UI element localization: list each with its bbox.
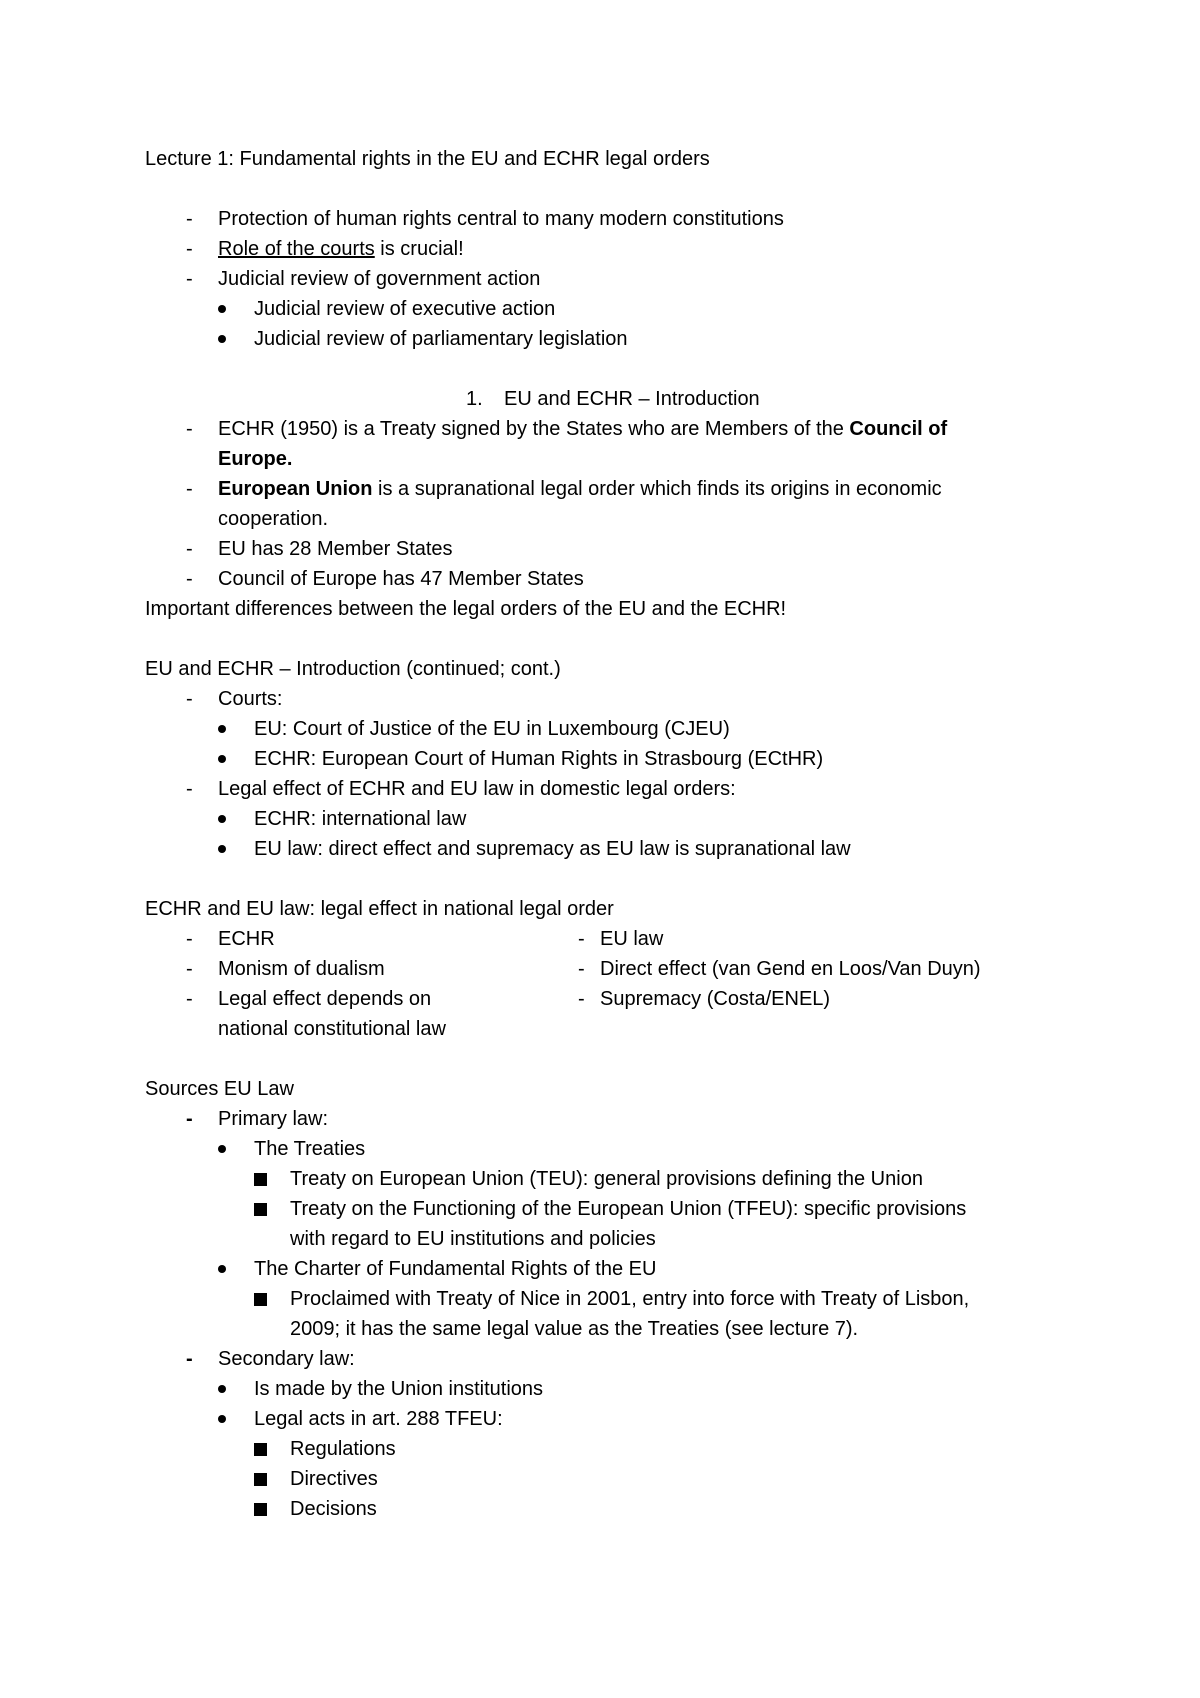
- list-dash: -: [186, 958, 193, 980]
- right-column-item: Direct effect (van Gend en Loos/Van Duyn): [600, 958, 981, 980]
- bullet-icon: [218, 1265, 226, 1273]
- list-dash: -: [186, 418, 193, 440]
- list-dash: -: [186, 268, 193, 290]
- left-column-item: Monism of dualism: [218, 958, 385, 980]
- bullet-icon: [218, 1145, 226, 1153]
- list-item: [218, 476, 942, 502]
- section-heading: EU and ECHR – Introduction (continued; cont.): [145, 658, 561, 680]
- list-item: Judicial review of parliamentary legislation: [254, 328, 628, 350]
- list-dash: -: [186, 568, 193, 590]
- bullet-icon: [218, 815, 226, 823]
- list-dash: -: [186, 988, 193, 1010]
- list-item: [218, 236, 464, 262]
- eu-text: is a supranational legal order which finds its origins in economic: [372, 478, 942, 500]
- echr-text: ECHR (1950) is a Treaty signed by the States who are Members of the: [218, 418, 850, 440]
- page-title: Lecture 1: Fundamental rights in the EU and ECHR legal orders: [145, 148, 710, 170]
- list-item: Council of Europe has 47 Member States: [218, 568, 584, 590]
- underlined-text: Role of the courts: [218, 238, 375, 260]
- square-bullet-icon: [254, 1173, 267, 1186]
- list-dash: -: [186, 538, 193, 560]
- note-text: Important differences between the legal orders of the EU and the ECHR!: [145, 598, 787, 620]
- list-item: Decisions: [290, 1498, 377, 1520]
- right-column-item: EU law: [600, 928, 664, 950]
- list-dash: -: [578, 928, 585, 950]
- list-item: ECHR: European Court of Human Rights in Strasbourg (ECtHR): [254, 748, 824, 770]
- list-item: Regulations: [290, 1438, 396, 1460]
- list-item: Courts:: [218, 688, 283, 710]
- list-item: EU has 28 Member States: [218, 538, 453, 560]
- list-item: Legal effect of ECHR and EU law in domestic legal orders:: [218, 778, 736, 800]
- section-heading: EU and ECHR – Introduction: [504, 388, 760, 410]
- left-column-item: Legal effect depends on: [218, 988, 432, 1010]
- list-dash: -: [186, 238, 193, 260]
- list-item-rest: is crucial!: [374, 238, 464, 260]
- list-item: EU law: direct effect and supremacy as EU law is supranational law: [254, 838, 851, 860]
- left-column-item: national constitutional law: [218, 1018, 446, 1040]
- list-item: Treaty on the Functioning of the European Union (TFEU): specific provisions: [290, 1198, 967, 1220]
- list-dash: -: [186, 778, 193, 800]
- list-item: ECHR: international law: [254, 808, 467, 830]
- section-heading: Sources EU Law: [145, 1078, 294, 1100]
- bullet-icon: [218, 1415, 226, 1423]
- bullet-icon: [218, 335, 226, 343]
- list-dash: -: [186, 1108, 193, 1130]
- list-item: The Charter of Fundamental Rights of the EU: [254, 1258, 657, 1280]
- square-bullet-icon: [254, 1503, 267, 1516]
- list-item: Directives: [290, 1468, 378, 1490]
- list-item: Treaty on European Union (TEU): general provisions defining the Union: [290, 1168, 923, 1190]
- bullet-icon: [218, 755, 226, 763]
- bold-text: Europe.: [218, 448, 293, 470]
- right-column-item: Supremacy (Costa/ENEL): [600, 988, 831, 1010]
- list-dash: -: [186, 208, 193, 230]
- list-item-cont: cooperation.: [218, 508, 329, 530]
- list-item-cont: 2009; it has the same legal value as the Treaties (see lecture 7).: [290, 1318, 859, 1340]
- list-dash: -: [186, 688, 193, 710]
- list-item-cont: with regard to EU institutions and policies: [290, 1228, 656, 1250]
- list-item: Secondary law:: [218, 1348, 355, 1370]
- list-dash: -: [186, 928, 193, 950]
- bullet-icon: [218, 305, 226, 313]
- square-bullet-icon: [254, 1293, 267, 1306]
- list-item: [218, 416, 947, 442]
- list-dash: -: [578, 958, 585, 980]
- list-item: Primary law:: [218, 1108, 329, 1130]
- list-dash: -: [578, 988, 585, 1010]
- bold-text: European Union: [218, 478, 373, 500]
- list-item: Is made by the Union institutions: [254, 1378, 544, 1400]
- list-item: Judicial review of government action: [218, 268, 541, 290]
- list-item: EU: Court of Justice of the EU in Luxembourg (CJEU): [254, 718, 730, 740]
- list-item: Judicial review of executive action: [254, 298, 556, 320]
- list-item: Proclaimed with Treaty of Nice in 2001, entry into force with Treaty of Lisbon,: [290, 1288, 970, 1310]
- list-item: Legal acts in art. 288 TFEU:: [254, 1408, 503, 1430]
- list-dash: -: [186, 478, 193, 500]
- bullet-icon: [218, 845, 226, 853]
- left-column-item: ECHR: [218, 928, 275, 950]
- bullet-icon: [218, 725, 226, 733]
- square-bullet-icon: [254, 1203, 267, 1216]
- bold-text: Council of: [849, 418, 948, 440]
- section-number: 1.: [466, 388, 483, 410]
- list-item: Protection of human rights central to many modern constitutions: [218, 208, 784, 230]
- square-bullet-icon: [254, 1473, 267, 1486]
- bullet-icon: [218, 1385, 226, 1393]
- list-dash: -: [186, 1348, 193, 1370]
- section-heading: ECHR and EU law: legal effect in national legal order: [145, 898, 614, 920]
- list-item: The Treaties: [254, 1138, 366, 1160]
- square-bullet-icon: [254, 1443, 267, 1456]
